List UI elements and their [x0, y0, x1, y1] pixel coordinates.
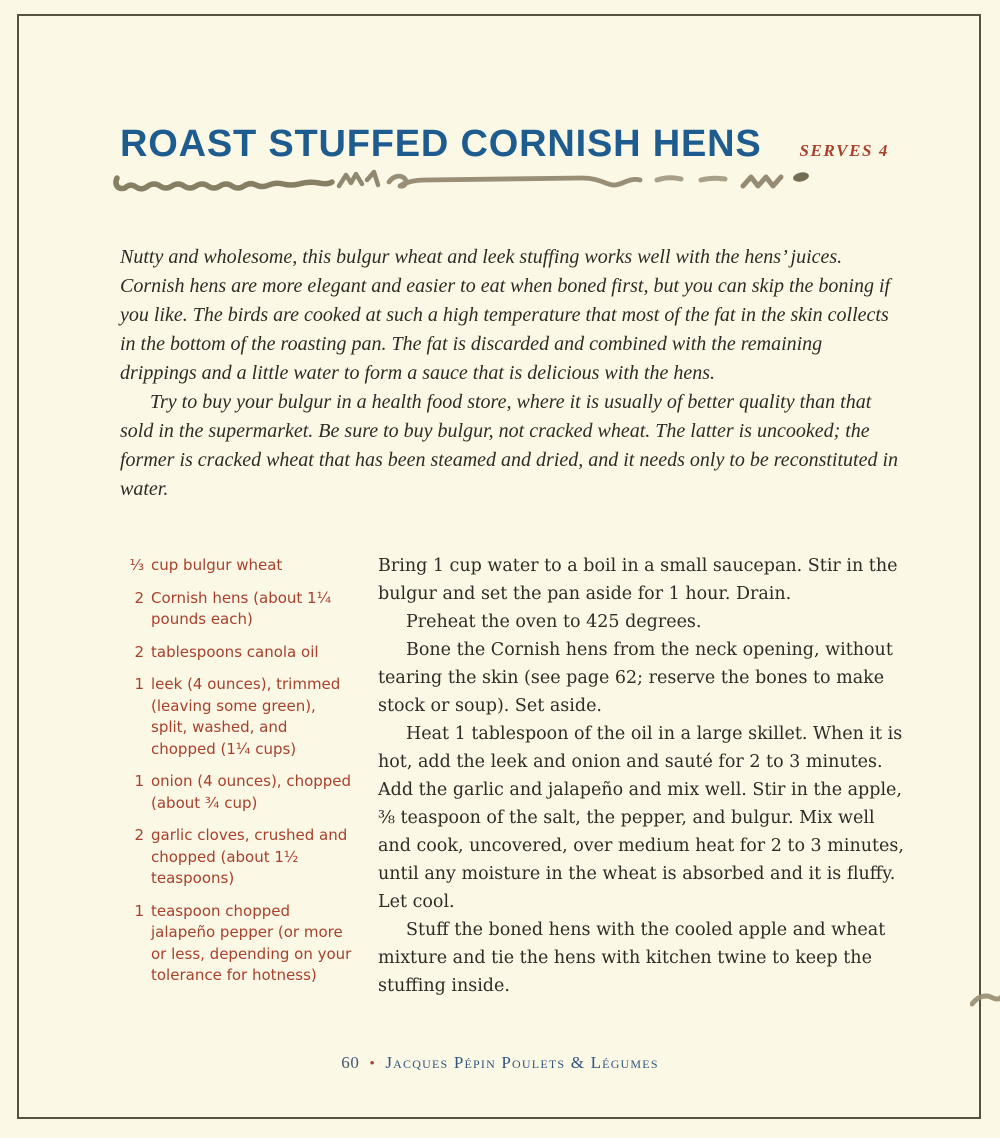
ingredient-quantity: 1 [134, 675, 144, 693]
title-row [120, 124, 900, 164]
recipe-title: ROAST STUFFED CORNISH HENS [120, 123, 762, 165]
ingredient-text: onion (4 ounces), chopped (about ¾ cup) [151, 772, 352, 812]
ingredient-item [120, 642, 353, 664]
edge-brush-mark [970, 991, 1000, 1011]
ingredient-text: teaspoon chopped jalapeño pepper (or more or less, depending on your tolerance for hotness) [151, 901, 352, 984]
instruction-step: Bone the Cornish hens from the neck opening, without tearing the skin (see page 62; reserve the bones to make stock or soup). Set aside. [378, 640, 893, 716]
ingredient-item [120, 771, 353, 814]
ingredient-item [120, 555, 353, 577]
ingredient-quantity: 2 [134, 826, 144, 844]
instruction-step: Preheat the oven to 425 degrees. [406, 612, 702, 632]
instructions [378, 552, 910, 1000]
instruction-step: Bring 1 cup water to a boil in a small saucepan. Stir in the bulgur and set the pan aside for 1 hour. Drain. [378, 556, 898, 604]
ingredient-quantity: 1 [134, 901, 144, 920]
instruction-step: Heat 1 tablespoon of the oil in a large skillet. When it is hot, add the leek and onion and sauté for 2 to 3 minutes. Add the garlic and jalapeño and mix well. Stir in the apple, ⅜ teaspoon of the salt, the pepper, and bulgur. Mix well and cook, uncovered, over medium heat for 2 to 3 minutes, until any moisture in the wheat is absorbed and it is fluffy. Let cool. [378, 724, 904, 912]
ingredient-item [120, 901, 353, 987]
ingredient-quantity: 2 [134, 588, 144, 607]
brush-squiggle-divider [113, 167, 819, 201]
ingredient-quantity: 2 [134, 642, 144, 661]
intro-paragraph: Nutty and wholesome, this bulgur wheat and leek stuffing works well with the hens’ juices. Cornish hens are more elegant and easier to eat when boned first, but you can skip the boning if you like. The birds are cooked at such a high temperature that most of the fat in the skin collects in the bottom of the roasting pan. The fat is discarded and combined with the remaining drippings and a little water to form a sauce that is delicious with the hens. [120, 246, 891, 384]
page-footer [0, 1053, 1000, 1073]
ingredient-quantity: 1 [134, 772, 144, 790]
intro-paragraph: Try to buy your bulgur in a health food store, where it is usually of better quality than that sold in the supermarket. Be sure to buy bulgur, not cracked wheat. The latter is uncooked; the former is cracked wheat that has been steamed and dried, and it needs only to be reconstituted in water. [120, 391, 899, 500]
page-number: 60 [341, 1053, 360, 1072]
serves-label: SERVES 4 [799, 141, 890, 160]
ingredient-text: cup bulgur wheat [151, 556, 283, 574]
recipe-body [120, 552, 910, 1000]
recipe-intro [120, 243, 903, 504]
footer-bullet: • [369, 1056, 376, 1072]
ingredient-quantity: ⅓ [129, 556, 144, 574]
ingredient-text: Cornish hens (about 1¼ pounds each) [151, 588, 332, 628]
ingredient-text: tablespoons canola oil [151, 642, 319, 661]
ingredient-item [120, 588, 353, 631]
ingredient-item [120, 825, 353, 890]
book-title: Jacques Pépin Poulets & Légumes [385, 1053, 659, 1072]
instruction-step: Stuff the boned hens with the cooled apple and wheat mixture and tie the hens with kitchen twine to keep the stuffing inside. [378, 920, 886, 996]
ingredient-text: leek (4 ounces), trimmed (leaving some green), split, washed, and chopped (1¼ cups) [151, 675, 341, 758]
ingredient-item [120, 674, 353, 760]
ingredients-list [120, 552, 353, 1000]
ingredient-text: garlic cloves, crushed and chopped (about 1½ teaspoons) [151, 826, 348, 887]
